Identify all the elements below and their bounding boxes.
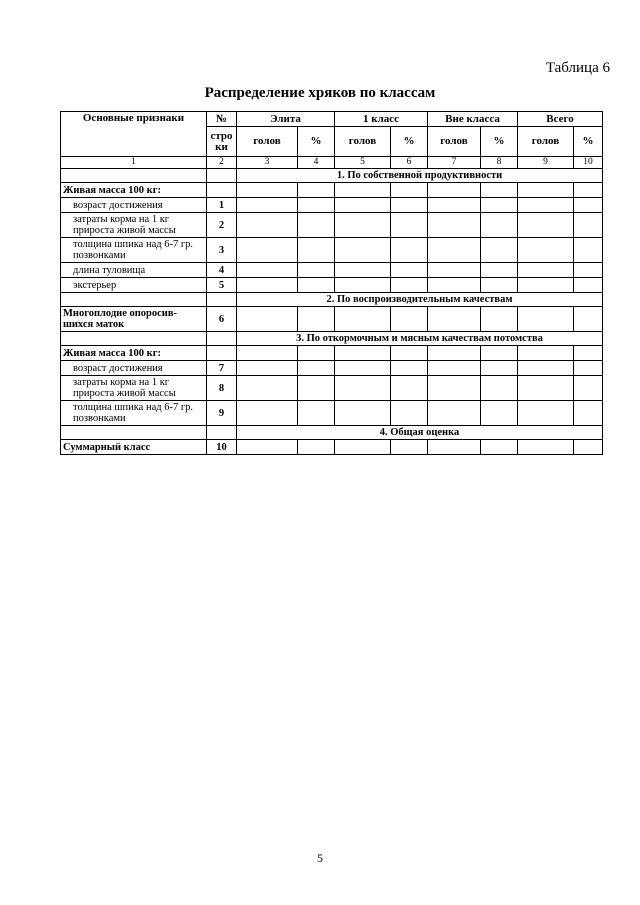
header-row-no-2: стро ки (207, 127, 237, 157)
empty-cell (61, 293, 207, 307)
value-cell (335, 361, 391, 376)
page-number: 5 (317, 851, 323, 865)
header-class-1: 1 класс (335, 112, 428, 127)
table-row (61, 198, 603, 213)
value-cell (335, 376, 391, 401)
value-cell (335, 238, 391, 263)
row-number: 4 (207, 263, 237, 278)
empty-cell (61, 332, 207, 346)
value-cell (428, 307, 481, 332)
section-row (61, 332, 603, 346)
table-row (61, 278, 603, 293)
value-cell (298, 376, 335, 401)
value-cell (518, 440, 574, 455)
value-cell (428, 376, 481, 401)
header-elite: Элита (237, 112, 335, 127)
value-cell (237, 183, 298, 198)
value-cell (391, 401, 428, 426)
row-number: 1 (207, 198, 237, 213)
header-heads: голов (518, 127, 574, 157)
value-cell (298, 213, 335, 238)
row-label: затраты корма на 1 кг прироста живой массы (61, 376, 207, 401)
column-number: 4 (298, 157, 335, 169)
table-row (61, 238, 603, 263)
value-cell (237, 198, 298, 213)
row-label: Многоплодие опоросив-шихся маток (61, 307, 207, 332)
section-title: 2. По воспроизводительным качествам (237, 293, 603, 307)
group-row (61, 183, 603, 198)
row-number (207, 183, 237, 198)
header-heads: голов (335, 127, 391, 157)
value-cell (518, 263, 574, 278)
value-cell (481, 198, 518, 213)
value-cell (237, 376, 298, 401)
header-total: Всего (518, 112, 603, 127)
row-label: толщина шпика над 6-7 гр. позвонками (61, 238, 207, 263)
value-cell (237, 278, 298, 293)
section-title: 1. По собственной продуктивности (237, 169, 603, 183)
value-cell (518, 401, 574, 426)
empty-cell (207, 332, 237, 346)
value-cell (335, 263, 391, 278)
value-cell (518, 238, 574, 263)
value-cell (481, 307, 518, 332)
section-row (61, 293, 603, 307)
value-cell (391, 238, 428, 263)
value-cell (428, 198, 481, 213)
value-cell (574, 198, 603, 213)
row-number: 6 (207, 307, 237, 332)
value-cell (481, 346, 518, 361)
value-cell (481, 376, 518, 401)
table-row (61, 361, 603, 376)
value-cell (574, 278, 603, 293)
value-cell (574, 307, 603, 332)
value-cell (335, 307, 391, 332)
table-row (61, 307, 603, 332)
column-number: 1 (61, 157, 207, 169)
value-cell (391, 346, 428, 361)
row-label: возраст достижения (61, 198, 207, 213)
value-cell (391, 278, 428, 293)
value-cell (428, 183, 481, 198)
section-row (61, 169, 603, 183)
value-cell (335, 278, 391, 293)
row-number: 7 (207, 361, 237, 376)
row-number: 10 (207, 440, 237, 455)
value-cell (428, 278, 481, 293)
row-label: Живая масса 100 кг: (61, 346, 207, 361)
value-cell (518, 361, 574, 376)
value-cell (391, 376, 428, 401)
value-cell (298, 278, 335, 293)
value-cell (574, 263, 603, 278)
row-number: 8 (207, 376, 237, 401)
value-cell (298, 440, 335, 455)
value-cell (518, 183, 574, 198)
table-title: Распределение хряков по классам (204, 85, 436, 101)
value-cell (335, 401, 391, 426)
value-cell (481, 183, 518, 198)
table-row (61, 401, 603, 426)
value-cell (391, 361, 428, 376)
value-cell (518, 198, 574, 213)
value-cell (428, 238, 481, 263)
header-row-no: № (207, 112, 237, 127)
empty-cell (207, 169, 237, 183)
header-pct: % (481, 127, 518, 157)
value-cell (481, 440, 518, 455)
value-cell (428, 263, 481, 278)
value-cell (237, 263, 298, 278)
header-out-of-class: Вне класса (428, 112, 518, 127)
value-cell (518, 346, 574, 361)
section-row (61, 426, 603, 440)
value-cell (391, 307, 428, 332)
value-cell (574, 346, 603, 361)
row-number (207, 346, 237, 361)
value-cell (298, 183, 335, 198)
value-cell (391, 198, 428, 213)
value-cell (298, 401, 335, 426)
section-title: 4. Общая оценка (237, 426, 603, 440)
column-number: 6 (391, 157, 428, 169)
value-cell (481, 213, 518, 238)
value-cell (518, 213, 574, 238)
table-row (61, 263, 603, 278)
row-number: 2 (207, 213, 237, 238)
value-cell (518, 278, 574, 293)
value-cell (574, 183, 603, 198)
value-cell (298, 361, 335, 376)
column-number: 2 (207, 157, 237, 169)
value-cell (335, 213, 391, 238)
value-cell (574, 213, 603, 238)
header-pct: % (391, 127, 428, 157)
column-number: 9 (518, 157, 574, 169)
value-cell (481, 401, 518, 426)
value-cell (391, 263, 428, 278)
value-cell (574, 238, 603, 263)
value-cell (391, 440, 428, 455)
value-cell (298, 346, 335, 361)
value-cell (335, 346, 391, 361)
value-cell (335, 198, 391, 213)
value-cell (237, 238, 298, 263)
value-cell (237, 440, 298, 455)
empty-cell (207, 293, 237, 307)
value-cell (335, 440, 391, 455)
row-number: 3 (207, 238, 237, 263)
value-cell (237, 361, 298, 376)
header-pct: % (298, 127, 335, 157)
header-pct: % (574, 127, 603, 157)
table-label: Таблица 6 (545, 60, 610, 76)
value-cell (237, 307, 298, 332)
value-cell (518, 376, 574, 401)
section-title: 3. По откормочным и мясным качествам потомства (237, 332, 603, 346)
value-cell (481, 263, 518, 278)
value-cell (481, 238, 518, 263)
value-cell (298, 307, 335, 332)
value-cell (428, 346, 481, 361)
value-cell (237, 401, 298, 426)
column-number: 7 (428, 157, 481, 169)
value-cell (428, 401, 481, 426)
group-row (61, 346, 603, 361)
table-row (61, 213, 603, 238)
value-cell (391, 183, 428, 198)
value-cell (481, 278, 518, 293)
table-row (61, 376, 603, 401)
value-cell (237, 213, 298, 238)
column-numbers-row (61, 157, 603, 169)
column-number: 8 (481, 157, 518, 169)
value-cell (481, 361, 518, 376)
row-number: 9 (207, 401, 237, 426)
value-cell (298, 263, 335, 278)
header-heads: голов (428, 127, 481, 157)
row-label: возраст достижения (61, 361, 207, 376)
value-cell (574, 401, 603, 426)
row-label: Суммарный класс (61, 440, 207, 455)
header-heads: голов (237, 127, 298, 157)
row-label: Живая масса 100 кг: (61, 183, 207, 198)
value-cell (518, 307, 574, 332)
row-label: толщина шпика над 6-7 гр. позвонками (61, 401, 207, 426)
column-number: 10 (574, 157, 603, 169)
value-cell (574, 361, 603, 376)
value-cell (428, 213, 481, 238)
value-cell (574, 376, 603, 401)
empty-cell (61, 169, 207, 183)
classification-table (60, 111, 603, 455)
value-cell (428, 361, 481, 376)
value-cell (391, 213, 428, 238)
row-label: длина туловища (61, 263, 207, 278)
value-cell (335, 183, 391, 198)
header-signs: Основные признаки (61, 112, 207, 157)
row-number: 5 (207, 278, 237, 293)
value-cell (298, 238, 335, 263)
row-label: затраты корма на 1 кг прироста живой массы (61, 213, 207, 238)
value-cell (428, 440, 481, 455)
empty-cell (61, 426, 207, 440)
value-cell (298, 198, 335, 213)
table-row (61, 440, 603, 455)
column-number: 3 (237, 157, 298, 169)
empty-cell (207, 426, 237, 440)
value-cell (574, 440, 603, 455)
value-cell (237, 346, 298, 361)
column-number: 5 (335, 157, 391, 169)
row-label: экстерьер (61, 278, 207, 293)
